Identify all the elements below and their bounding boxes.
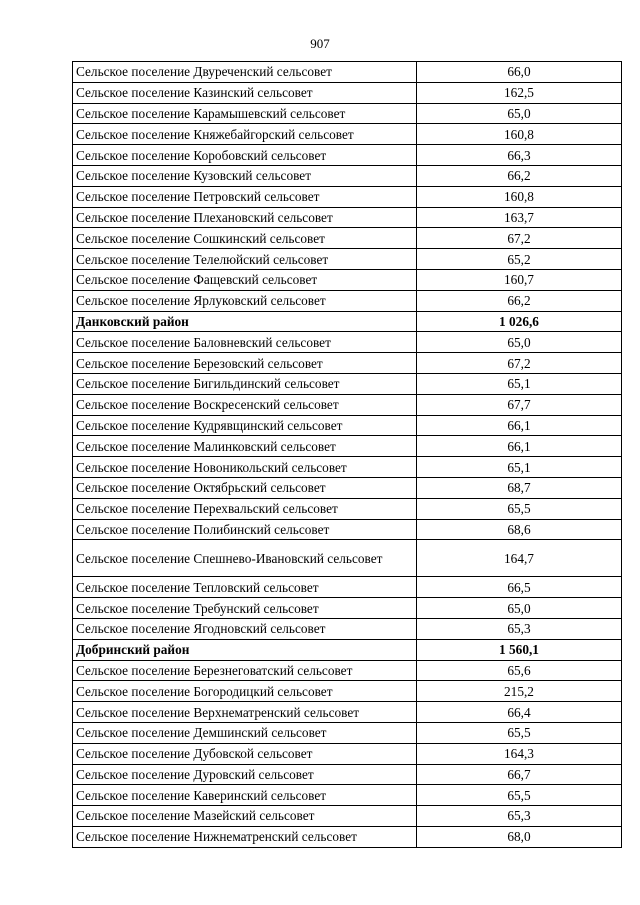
settlement-row	[73, 681, 622, 702]
settlement-name: Сельское поселение Дубовской сельсовет	[73, 743, 417, 764]
settlement-value: 66,2	[417, 165, 622, 186]
settlement-row	[73, 124, 622, 145]
settlement-row	[73, 722, 622, 743]
settlement-name: Сельское поселение Ягодновский сельсовет	[73, 618, 417, 639]
settlement-name: Сельское поселение Коробовский сельсовет	[73, 145, 417, 166]
settlement-row	[73, 498, 622, 519]
settlement-value: 65,0	[417, 598, 622, 619]
settlement-row	[73, 290, 622, 311]
settlement-name: Сельское поселение Петровский сельсовет	[73, 186, 417, 207]
settlement-value: 68,7	[417, 477, 622, 498]
settlement-value: 215,2	[417, 681, 622, 702]
settlement-row	[73, 436, 622, 457]
allocation-table	[72, 61, 622, 848]
settlement-row	[73, 186, 622, 207]
settlement-row	[73, 457, 622, 478]
settlement-value: 66,4	[417, 702, 622, 723]
settlement-name: Сельское поселение Новоникольский сельсовет	[73, 457, 417, 478]
settlement-row	[73, 373, 622, 394]
settlement-row	[73, 62, 622, 83]
settlement-value: 66,7	[417, 764, 622, 785]
district-total: 1 560,1	[417, 639, 622, 660]
settlement-row	[73, 540, 622, 577]
settlement-name: Сельское поселение Демшинский сельсовет	[73, 722, 417, 743]
settlement-value: 65,3	[417, 618, 622, 639]
settlement-row	[73, 415, 622, 436]
settlement-value: 164,3	[417, 743, 622, 764]
settlement-row	[73, 332, 622, 353]
settlement-value: 160,8	[417, 186, 622, 207]
settlement-name: Сельское поселение Нижнематренский сельсовет	[73, 826, 417, 847]
settlement-value: 65,6	[417, 660, 622, 681]
settlement-name: Сельское поселение Воскресенский сельсовет	[73, 394, 417, 415]
settlement-row	[73, 519, 622, 540]
settlement-name: Сельское поселение Карамышевский сельсовет	[73, 103, 417, 124]
settlement-name: Сельское поселение Кузовский сельсовет	[73, 165, 417, 186]
settlement-value: 66,0	[417, 62, 622, 83]
settlement-name: Сельское поселение Каверинский сельсовет	[73, 785, 417, 806]
settlement-name: Сельское поселение Княжебайгорский сельсовет	[73, 124, 417, 145]
settlement-value: 65,0	[417, 103, 622, 124]
settlement-name: Сельское поселение Требунский сельсовет	[73, 598, 417, 619]
settlement-name: Сельское поселение Малинковский сельсовет	[73, 436, 417, 457]
settlement-name: Сельское поселение Плехановский сельсовет	[73, 207, 417, 228]
settlement-value: 68,6	[417, 519, 622, 540]
settlement-value: 66,1	[417, 415, 622, 436]
district-name: Добринский район	[73, 639, 417, 660]
settlement-value: 65,0	[417, 332, 622, 353]
settlement-row	[73, 249, 622, 270]
settlement-value: 164,7	[417, 540, 622, 577]
settlement-row	[73, 165, 622, 186]
district-row	[73, 639, 622, 660]
settlement-row	[73, 618, 622, 639]
settlement-name: Сельское поселение Дуровский сельсовет	[73, 764, 417, 785]
settlement-name: Сельское поселение Тепловский сельсовет	[73, 577, 417, 598]
settlement-name: Сельское поселение Баловневский сельсовет	[73, 332, 417, 353]
settlement-name: Сельское поселение Казинский сельсовет	[73, 82, 417, 103]
settlement-row	[73, 269, 622, 290]
settlement-row	[73, 764, 622, 785]
settlement-row	[73, 394, 622, 415]
settlement-row	[73, 103, 622, 124]
settlement-row	[73, 207, 622, 228]
settlement-value: 65,1	[417, 457, 622, 478]
settlement-row	[73, 82, 622, 103]
settlement-value: 65,5	[417, 785, 622, 806]
settlement-value: 66,2	[417, 290, 622, 311]
settlement-name: Сельское поселение Спешнево-Ивановский сельсовет	[73, 540, 417, 577]
settlement-value: 162,5	[417, 82, 622, 103]
settlement-row	[73, 743, 622, 764]
settlement-name: Сельское поселение Ярлуковский сельсовет	[73, 290, 417, 311]
settlement-name: Сельское поселение Двуреченский сельсовет	[73, 62, 417, 83]
settlement-name: Сельское поселение Полибинский сельсовет	[73, 519, 417, 540]
settlement-value: 66,5	[417, 577, 622, 598]
settlement-value: 68,0	[417, 826, 622, 847]
settlement-row	[73, 477, 622, 498]
settlement-value: 65,5	[417, 498, 622, 519]
settlement-value: 160,8	[417, 124, 622, 145]
settlement-row	[73, 785, 622, 806]
settlement-value: 67,7	[417, 394, 622, 415]
settlement-row	[73, 577, 622, 598]
district-row	[73, 311, 622, 332]
settlement-name: Сельское поселение Верхнематренский сельсовет	[73, 702, 417, 723]
settlement-name: Сельское поселение Перехвальский сельсовет	[73, 498, 417, 519]
page-number: 907	[310, 36, 330, 51]
settlement-row	[73, 598, 622, 619]
settlement-name: Сельское поселение Березовский сельсовет	[73, 353, 417, 374]
settlement-row	[73, 660, 622, 681]
district-total: 1 026,6	[417, 311, 622, 332]
settlement-value: 65,3	[417, 806, 622, 827]
settlement-row	[73, 145, 622, 166]
settlement-row	[73, 228, 622, 249]
settlement-name: Сельское поселение Бигильдинский сельсовет	[73, 373, 417, 394]
settlement-name: Сельское поселение Березнеговатский сельсовет	[73, 660, 417, 681]
table-body	[73, 62, 622, 848]
settlement-value: 160,7	[417, 269, 622, 290]
settlement-name: Сельское поселение Кудрявщинский сельсовет	[73, 415, 417, 436]
settlement-value: 65,5	[417, 722, 622, 743]
settlement-row	[73, 826, 622, 847]
settlement-value: 66,1	[417, 436, 622, 457]
settlement-value: 66,3	[417, 145, 622, 166]
settlement-value: 163,7	[417, 207, 622, 228]
settlement-name: Сельское поселение Октябрьский сельсовет	[73, 477, 417, 498]
settlement-value: 67,2	[417, 353, 622, 374]
settlement-row	[73, 353, 622, 374]
settlement-value: 65,2	[417, 249, 622, 270]
settlement-name: Сельское поселение Фащевский сельсовет	[73, 269, 417, 290]
district-name: Данковский район	[73, 311, 417, 332]
settlement-name: Сельское поселение Сошкинский сельсовет	[73, 228, 417, 249]
settlement-value: 67,2	[417, 228, 622, 249]
settlement-name: Сельское поселение Богородицкий сельсовет	[73, 681, 417, 702]
settlement-value: 65,1	[417, 373, 622, 394]
settlement-name: Сельское поселение Мазейский сельсовет	[73, 806, 417, 827]
settlement-name: Сельское поселение Телелюйский сельсовет	[73, 249, 417, 270]
settlement-row	[73, 702, 622, 723]
settlement-row	[73, 806, 622, 827]
